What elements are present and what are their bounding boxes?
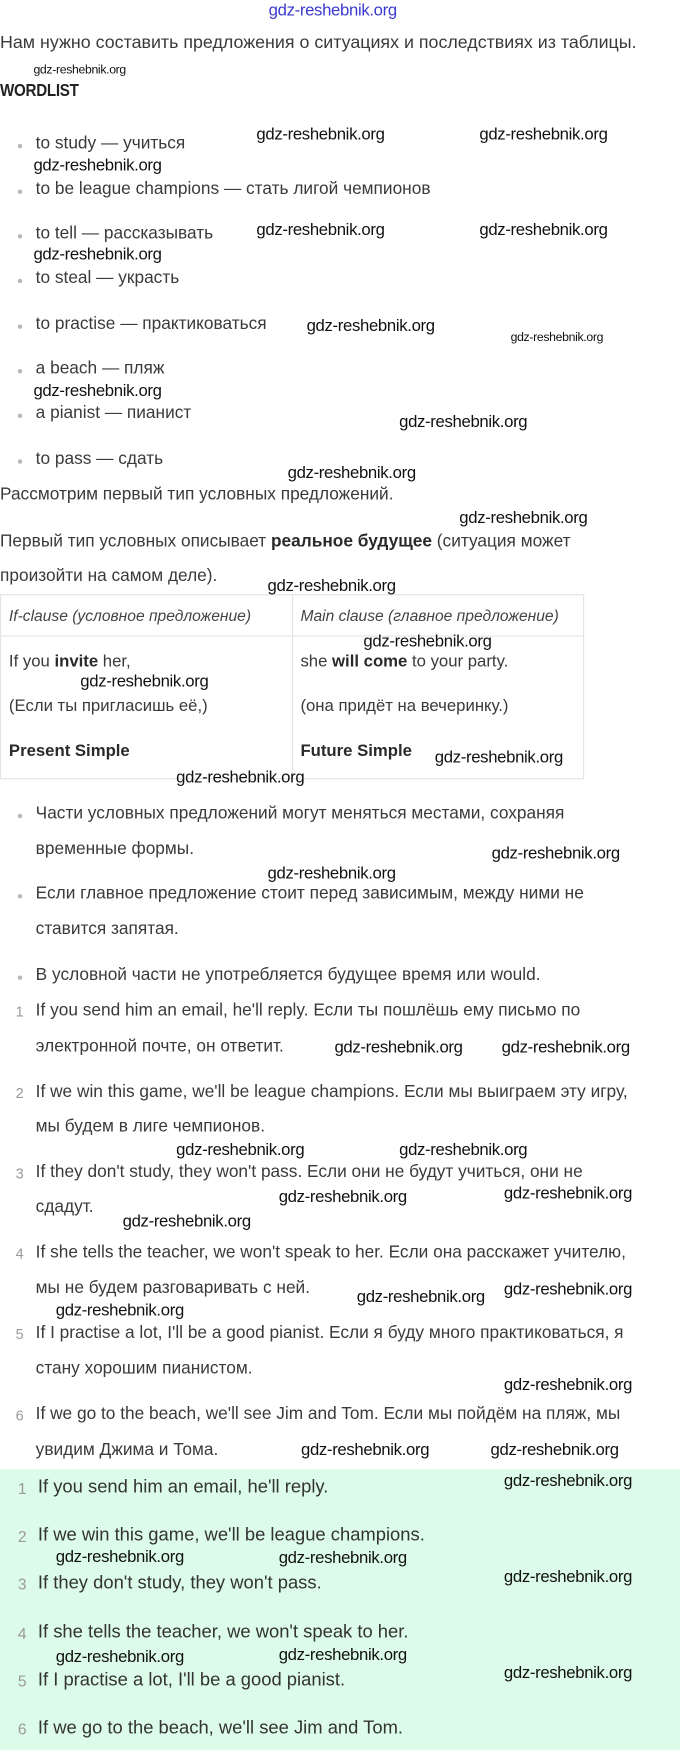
- rule-line: ставится запятая.: [35, 919, 179, 939]
- rule-line: Если главное предложение стоит перед зависимым, между ними не: [35, 884, 584, 903]
- emphasis: invite: [54, 652, 99, 672]
- item-number: 5: [15, 1325, 24, 1343]
- watermark: gdz-reshebnik.org: [33, 63, 126, 77]
- watermark: gdz-reshebnik.org: [176, 768, 305, 788]
- translation-line: электронной почте, он ответит.: [35, 1036, 284, 1056]
- text: If you: [8, 652, 55, 672]
- item-number: 2: [15, 1084, 24, 1102]
- bullet-icon: [18, 144, 22, 148]
- text: her,: [98, 652, 131, 672]
- watermark: gdz-reshebnik.org: [55, 1547, 184, 1567]
- text: to your party.: [407, 652, 509, 672]
- answer-line: If they don't study, they won't pass.: [37, 1572, 322, 1594]
- wordlist-item: to practise — практиковаться: [35, 314, 267, 334]
- watermark: gdz-reshebnik.org: [356, 1287, 485, 1307]
- emphasis: реальное будущее: [271, 531, 433, 551]
- item-number: 6: [15, 1406, 24, 1424]
- text: Первый тип условных описывает: [0, 531, 272, 551]
- watermark: gdz-reshebnik.org: [33, 245, 162, 265]
- watermark: gdz-reshebnik.org: [459, 508, 588, 528]
- main-clause-translation: (она придёт на вечеринку.): [300, 696, 509, 716]
- watermark: gdz-reshebnik.org: [399, 412, 528, 432]
- translation-line: If they don't study, they won't pass. Если они не будут учиться, они не: [35, 1162, 583, 1182]
- wordlist-item: a beach — пляж: [35, 358, 165, 378]
- intro-text: Нам нужно составить предложения о ситуациях и последствиях из таблицы.: [0, 33, 637, 53]
- wordlist-title: WORDLIST: [0, 81, 79, 101]
- item-number: 1: [15, 1003, 24, 1021]
- watermark: gdz-reshebnik.org: [267, 863, 396, 883]
- watermark: gdz-reshebnik.org: [122, 1211, 251, 1231]
- if-clause-cell: [1, 636, 293, 779]
- item-number: 3: [15, 1164, 24, 1182]
- wordlist-item: to tell — рассказывать: [35, 224, 214, 244]
- watermark: gdz-reshebnik.org: [278, 1548, 407, 1568]
- answer-line: If you send him an email, he'll reply.: [37, 1477, 329, 1498]
- theory-description: [0, 532, 571, 552]
- item-number: 3: [17, 1575, 27, 1594]
- watermark: gdz-reshebnik.org: [434, 748, 563, 767]
- bullet-icon: [18, 414, 22, 418]
- watermark: gdz-reshebnik.org: [334, 1037, 463, 1057]
- translation-line: If she tells the teacher, we won't speak to her. Если она расскажет учителю,: [35, 1243, 626, 1262]
- translation-line: мы не будем разговаривать с ней.: [35, 1278, 311, 1298]
- watermark-link[interactable]: gdz-reshebnik.org: [268, 1, 397, 21]
- watermark: gdz-reshebnik.org: [491, 843, 620, 863]
- translation-line: увидим Джима и Тома.: [35, 1440, 219, 1460]
- watermark: gdz-reshebnik.org: [278, 1645, 407, 1665]
- item-number: 2: [17, 1527, 27, 1546]
- watermark: gdz-reshebnik.org: [503, 1663, 633, 1683]
- watermark: gdz-reshebnik.org: [479, 220, 608, 240]
- text: she: [300, 652, 333, 672]
- bullet-icon: [18, 459, 22, 463]
- translation-line: стану хорошим пианистом.: [35, 1358, 253, 1378]
- watermark: gdz-reshebnik.org: [256, 220, 385, 240]
- watermark: gdz-reshebnik.org: [33, 381, 162, 401]
- bullet-icon: [18, 894, 22, 898]
- item-number: 4: [15, 1245, 24, 1262]
- watermark: gdz-reshebnik.org: [363, 632, 492, 652]
- answer-line: If we win this game, we'll be league champions.: [37, 1525, 425, 1546]
- watermark: gdz-reshebnik.org: [503, 1567, 633, 1587]
- theory-intro: Рассмотрим первый тип условных предложений.: [0, 484, 394, 504]
- translation-line: If we win this game, we'll be league champions. Если мы выиграем эту игру,: [35, 1082, 628, 1102]
- bullet-icon: [18, 975, 22, 979]
- watermark: gdz-reshebnik.org: [300, 1440, 430, 1460]
- translation-line: If you send him an email, he'll reply. Если ты пошлёшь ему письмо по: [35, 1001, 581, 1021]
- wordlist-item: a pianist — пианист: [35, 403, 192, 423]
- wordlist-item: to be league champions — стать лигой чемпионов: [35, 179, 431, 199]
- bullet-icon: [18, 324, 22, 328]
- watermark: gdz-reshebnik.org: [33, 156, 162, 176]
- main-clause-tense: Future Simple: [300, 741, 412, 761]
- watermark: gdz-reshebnik.org: [503, 1471, 633, 1491]
- wordlist-item: to steal — украсть: [35, 268, 180, 288]
- bullet-icon: [18, 814, 22, 818]
- text: (ситуация может: [432, 531, 571, 551]
- answer-box: [0, 1469, 680, 1750]
- translation-line: If we go to the beach, we'll see Jim and Tom. Если мы пойдём на пляж, мы: [35, 1404, 621, 1424]
- answer-line: If we go to the beach, we'll see Jim and Tom.: [37, 1717, 404, 1738]
- if-clause-tense: Present Simple: [8, 741, 130, 761]
- if-clause-example: [9, 652, 131, 671]
- answer-line: If I practise a lot, I'll be a good pianist.: [37, 1669, 346, 1691]
- if-clause-translation: (Если ты пригласишь её,): [8, 696, 208, 716]
- watermark: gdz-reshebnik.org: [80, 672, 209, 692]
- watermark: gdz-reshebnik.org: [278, 1187, 407, 1207]
- watermark: gdz-reshebnik.org: [501, 1037, 630, 1057]
- translation-line: сдадут.: [35, 1197, 94, 1217]
- translation-line: If I practise a lot, I'll be a good pianist. Если я буду много практиковаться, я: [35, 1323, 624, 1343]
- item-number: 5: [17, 1672, 27, 1691]
- wordlist-item: to study — учиться: [35, 133, 186, 153]
- watermark: gdz-reshebnik.org: [503, 1375, 633, 1395]
- translation-line: мы будем в лиге чемпионов.: [35, 1117, 266, 1136]
- wordlist-item: to pass — сдать: [35, 449, 164, 469]
- rule-line: Части условных предложений могут меняться местами, сохраняя: [35, 803, 565, 823]
- header-if-clause: If-clause (условное предложение): [1, 595, 293, 636]
- watermark: gdz-reshebnik.org: [503, 1279, 633, 1299]
- watermark: gdz-reshebnik.org: [399, 1140, 528, 1160]
- watermark: gdz-reshebnik.org: [55, 1300, 184, 1320]
- watermark: gdz-reshebnik.org: [503, 1183, 633, 1203]
- rule-line: В условной части не употребляется будущее время или would.: [35, 965, 541, 985]
- watermark: gdz-reshebnik.org: [306, 316, 435, 336]
- watermark: gdz-reshebnik.org: [55, 1647, 184, 1667]
- bullet-icon: [18, 369, 22, 373]
- item-number: 6: [17, 1720, 27, 1738]
- bullet-icon: [18, 190, 22, 194]
- main-clause-example: [300, 652, 508, 671]
- header-main-clause: Main clause (главное предложение): [292, 595, 584, 636]
- watermark: gdz-reshebnik.org: [510, 331, 604, 345]
- answer-line: If she tells the teacher, we won't speak to her.: [37, 1622, 409, 1643]
- bullet-icon: [18, 279, 22, 283]
- watermark: gdz-reshebnik.org: [287, 463, 416, 483]
- emphasis: will come: [332, 652, 408, 672]
- watermark: gdz-reshebnik.org: [490, 1440, 619, 1460]
- item-number: 1: [17, 1479, 27, 1498]
- theory-description-cont: произойти на самом деле).: [0, 566, 218, 586]
- item-number: 4: [17, 1624, 27, 1643]
- watermark: gdz-reshebnik.org: [256, 124, 385, 144]
- watermark: gdz-reshebnik.org: [267, 576, 396, 596]
- bullet-icon: [18, 234, 22, 238]
- watermark: gdz-reshebnik.org: [176, 1140, 305, 1160]
- rule-line: временные формы.: [35, 839, 195, 859]
- watermark: gdz-reshebnik.org: [479, 124, 608, 144]
